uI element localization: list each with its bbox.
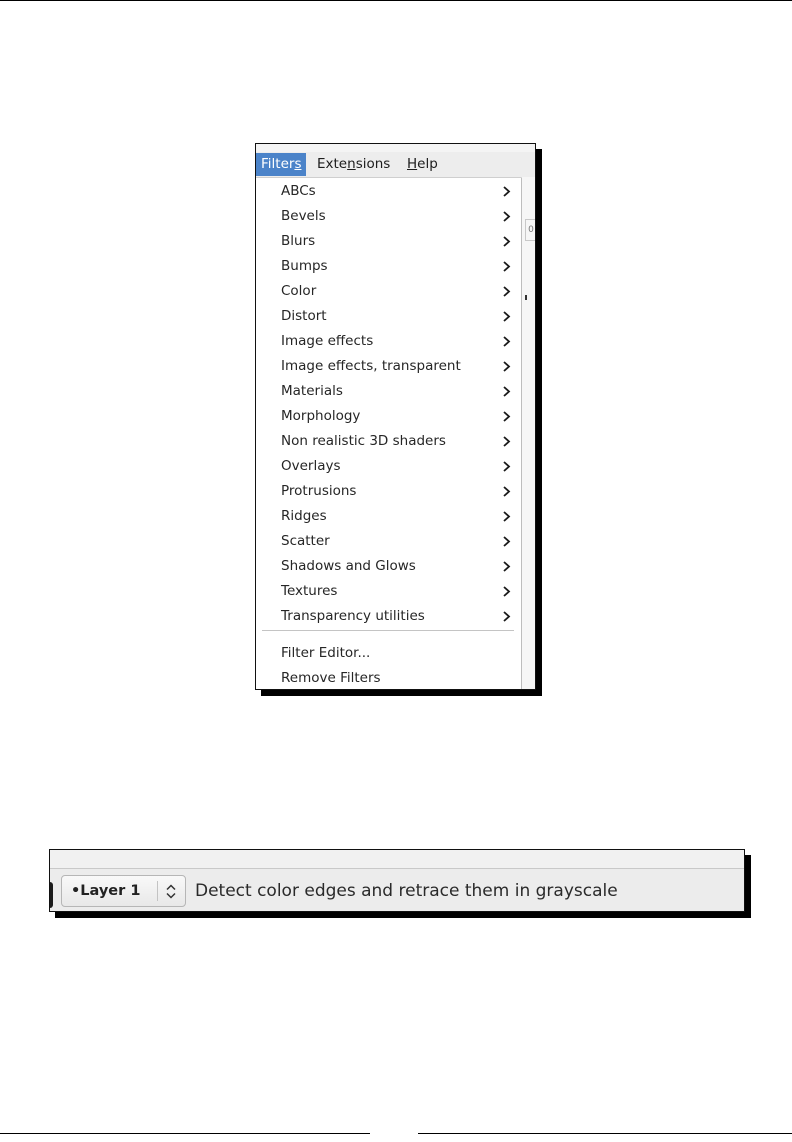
menu-item-label: Non realistic 3D shaders bbox=[281, 433, 446, 449]
layer-bullet: • bbox=[71, 883, 81, 899]
menu-item-label: Filter Editor... bbox=[281, 645, 371, 661]
chevron-right-icon bbox=[501, 561, 512, 572]
menu-item-label: Transparency utilities bbox=[281, 608, 425, 624]
menu-item-label: Materials bbox=[281, 383, 343, 399]
statusbar-upper-strip bbox=[50, 850, 744, 869]
menu-separator bbox=[262, 630, 514, 631]
menu-item-label: Distort bbox=[281, 308, 327, 324]
background-tick-fragment bbox=[525, 295, 527, 300]
chevron-right-icon bbox=[501, 536, 512, 547]
menubar-item-filters-mnemonic: s bbox=[294, 156, 302, 172]
menu-item-label: Color bbox=[281, 283, 317, 299]
menu-item-textures[interactable] bbox=[256, 579, 521, 604]
chevron-right-icon bbox=[501, 336, 512, 347]
menu-item-scatter[interactable] bbox=[256, 529, 521, 554]
statusbar bbox=[50, 869, 744, 911]
chevron-right-icon bbox=[501, 236, 512, 247]
menu-item-label: Overlays bbox=[281, 458, 341, 474]
page-top-rule bbox=[0, 0, 792, 1]
menu-item-label: Morphology bbox=[281, 408, 361, 424]
menu-item-label: Bumps bbox=[281, 258, 328, 274]
menubar-item-extensions-text-end: sions bbox=[355, 156, 391, 172]
menu-item-label: Ridges bbox=[281, 508, 327, 524]
chevron-right-icon bbox=[501, 311, 512, 322]
menubar-top-strip bbox=[256, 144, 535, 152]
chevron-right-icon bbox=[501, 511, 512, 522]
background-field-fragment: 0 bbox=[525, 219, 536, 241]
menubar-item-help[interactable] bbox=[402, 153, 443, 176]
chevron-right-icon bbox=[501, 411, 512, 422]
menubar-item-help-text-end: elp bbox=[417, 156, 438, 172]
chevron-right-icon bbox=[501, 186, 512, 197]
menu-item-label: Remove Filters bbox=[281, 670, 381, 686]
menu-item-overlays[interactable] bbox=[256, 454, 521, 479]
background-window-edge bbox=[521, 177, 536, 689]
menu-item-label: Scatter bbox=[281, 533, 330, 549]
layer-selector-label bbox=[71, 876, 140, 906]
menu-item-protrusions[interactable] bbox=[256, 479, 521, 504]
menu-item-shadows-and-glows[interactable] bbox=[256, 554, 521, 579]
filters-dropdown bbox=[256, 178, 522, 689]
chevron-right-icon bbox=[501, 461, 512, 472]
layer-selector-divider bbox=[157, 881, 158, 901]
filters-menu-screenshot bbox=[255, 143, 536, 690]
chevron-up-down-icon[interactable] bbox=[164, 883, 178, 900]
menubar-item-filters[interactable] bbox=[256, 153, 306, 176]
chevron-right-icon bbox=[501, 261, 512, 272]
menu-item-non-realistic-3d-shaders[interactable] bbox=[256, 429, 521, 454]
menu-item-blurs[interactable] bbox=[256, 229, 521, 254]
statusbar-screenshot bbox=[49, 849, 745, 912]
menu-item-filter-editor[interactable] bbox=[256, 641, 521, 666]
menubar-item-extensions-text: Exte bbox=[317, 156, 348, 172]
menubar-item-help-mnemonic: H bbox=[407, 156, 418, 172]
menu-item-label: Bevels bbox=[281, 208, 326, 224]
menubar-item-extensions-mnemonic: n bbox=[347, 156, 356, 172]
layer-name: Layer 1 bbox=[80, 883, 141, 899]
chevron-right-icon bbox=[501, 611, 512, 622]
menu-item-label: Image effects, transparent bbox=[281, 358, 461, 374]
menubar bbox=[256, 144, 535, 178]
menu-item-label: Shadows and Glows bbox=[281, 558, 416, 574]
menu-item-transparency-utilities[interactable] bbox=[256, 604, 521, 629]
menu-item-bumps[interactable] bbox=[256, 254, 521, 279]
menu-item-morphology[interactable] bbox=[256, 404, 521, 429]
chevron-right-icon bbox=[501, 436, 512, 447]
menu-item-materials[interactable] bbox=[256, 379, 521, 404]
menu-item-ridges[interactable] bbox=[256, 504, 521, 529]
menu-item-label: Protrusions bbox=[281, 483, 357, 499]
status-message: Detect color edges and retrace them in grayscale bbox=[195, 881, 618, 901]
menu-item-color[interactable] bbox=[256, 279, 521, 304]
menu-item-label: Blurs bbox=[281, 233, 316, 249]
page-bottom-rule-left bbox=[0, 1133, 370, 1134]
menu-item-image-effects[interactable] bbox=[256, 329, 521, 354]
page-bottom-rule-right bbox=[418, 1133, 792, 1134]
layer-selector[interactable] bbox=[61, 875, 186, 907]
chevron-right-icon bbox=[501, 386, 512, 397]
menubar-item-filters-text: Filter bbox=[261, 156, 295, 172]
menu-item-image-effects-transparent[interactable] bbox=[256, 354, 521, 379]
menu-item-label: ABCs bbox=[281, 183, 316, 199]
statusbar-left-edge bbox=[50, 882, 53, 908]
menu-item-distort[interactable] bbox=[256, 304, 521, 329]
chevron-right-icon bbox=[501, 586, 512, 597]
chevron-right-icon bbox=[501, 286, 512, 297]
menu-item-bevels[interactable] bbox=[256, 204, 521, 229]
menubar-item-extensions[interactable] bbox=[312, 153, 395, 176]
chevron-right-icon bbox=[501, 486, 512, 497]
menu-item-label: Textures bbox=[281, 583, 338, 599]
chevron-right-icon bbox=[501, 361, 512, 372]
chevron-right-icon bbox=[501, 211, 512, 222]
menu-item-remove-filters[interactable] bbox=[256, 666, 521, 690]
menu-item-abcs[interactable] bbox=[256, 179, 521, 204]
menu-item-label: Image effects bbox=[281, 333, 374, 349]
